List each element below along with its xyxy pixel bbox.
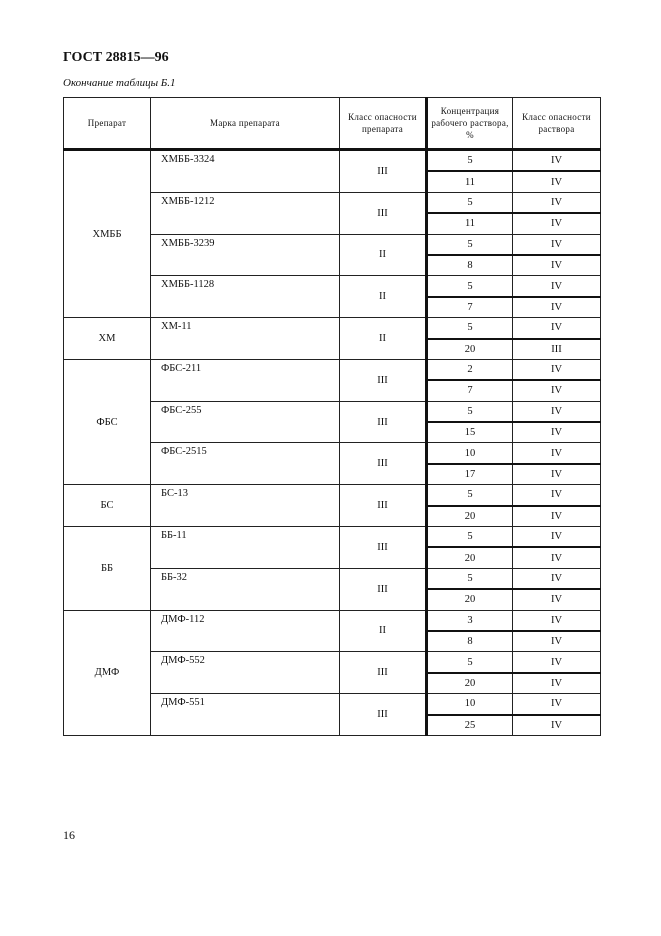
solution-hazard-class: IV — [513, 652, 601, 673]
product-name: ББ — [64, 527, 151, 611]
concentration: 20 — [427, 547, 513, 568]
product-hazard-class: II — [340, 276, 427, 318]
product-hazard-class: III — [340, 401, 427, 443]
solution-hazard-class: IV — [513, 485, 601, 506]
concentration: 5 — [427, 276, 513, 297]
product-hazard-class: III — [340, 652, 427, 694]
brand-name: ХМББ-3239 — [151, 234, 340, 276]
concentration: 10 — [427, 694, 513, 715]
solution-hazard-class: IV — [513, 213, 601, 234]
concentration: 11 — [427, 213, 513, 234]
column-header: Препарат — [64, 98, 151, 150]
solution-hazard-class: IV — [513, 318, 601, 339]
product-hazard-class: III — [340, 568, 427, 610]
brand-name: ХМББ-3324 — [151, 150, 340, 193]
product-hazard-class: II — [340, 318, 427, 360]
table-row — [64, 318, 601, 339]
page-number: 16 — [63, 828, 75, 842]
concentration: 5 — [427, 150, 513, 172]
solution-hazard-class: III — [513, 339, 601, 360]
solution-hazard-class: IV — [513, 380, 601, 401]
product-hazard-class: III — [340, 150, 427, 193]
solution-hazard-class: IV — [513, 547, 601, 568]
standard-header: ГОСТ 28815—96 — [63, 50, 169, 65]
concentration: 20 — [427, 589, 513, 610]
solution-hazard-class: IV — [513, 589, 601, 610]
table-row — [64, 150, 601, 172]
solution-hazard-class: IV — [513, 527, 601, 548]
table-header-row — [64, 98, 601, 150]
product-hazard-class: III — [340, 485, 427, 527]
product-name: ХМ — [64, 318, 151, 360]
concentration: 5 — [427, 318, 513, 339]
concentration: 7 — [427, 380, 513, 401]
product-hazard-class: III — [340, 443, 427, 485]
brand-name: ДМФ-551 — [151, 694, 340, 736]
column-header: Концентрация рабочего раствора, % — [427, 98, 513, 150]
product-name: БС — [64, 485, 151, 527]
brand-name: ФБС-211 — [151, 359, 340, 401]
concentration: 5 — [427, 568, 513, 589]
table-row — [64, 527, 601, 548]
table-row — [64, 359, 601, 380]
concentration: 5 — [427, 485, 513, 506]
concentration: 8 — [427, 255, 513, 276]
product-name: ХМББ — [64, 150, 151, 318]
solution-hazard-class: IV — [513, 234, 601, 255]
concentration: 20 — [427, 506, 513, 527]
concentration: 5 — [427, 192, 513, 213]
product-hazard-class: III — [340, 192, 427, 234]
concentration: 5 — [427, 652, 513, 673]
concentration: 2 — [427, 359, 513, 380]
table-row — [64, 610, 601, 631]
product-name: ДМФ — [64, 610, 151, 735]
solution-hazard-class: IV — [513, 715, 601, 736]
concentration: 20 — [427, 673, 513, 694]
solution-hazard-class: IV — [513, 610, 601, 631]
solution-hazard-class: IV — [513, 401, 601, 422]
solution-hazard-class: IV — [513, 297, 601, 318]
solution-hazard-class: IV — [513, 422, 601, 443]
solution-hazard-class: IV — [513, 255, 601, 276]
concentration: 15 — [427, 422, 513, 443]
table-caption: Окончание таблицы Б.1 — [63, 77, 176, 89]
solution-hazard-class: IV — [513, 276, 601, 297]
brand-name: ДМФ-112 — [151, 610, 340, 652]
brand-name: ББ-32 — [151, 568, 340, 610]
concentration: 5 — [427, 401, 513, 422]
solution-hazard-class: IV — [513, 694, 601, 715]
brand-name: БС-13 — [151, 485, 340, 527]
concentration: 8 — [427, 631, 513, 652]
product-hazard-class: III — [340, 359, 427, 401]
solution-hazard-class: IV — [513, 568, 601, 589]
product-hazard-class: III — [340, 527, 427, 569]
solution-hazard-class: IV — [513, 443, 601, 464]
brand-name: ФБС-255 — [151, 401, 340, 443]
brand-name: ББ-11 — [151, 527, 340, 569]
solution-hazard-class: IV — [513, 359, 601, 380]
hazard-class-table — [63, 97, 601, 736]
column-header: Марка препарата — [151, 98, 340, 150]
solution-hazard-class: IV — [513, 464, 601, 485]
column-header: Класс опасности препарата — [340, 98, 427, 150]
product-hazard-class: III — [340, 694, 427, 736]
solution-hazard-class: IV — [513, 631, 601, 652]
concentration: 5 — [427, 527, 513, 548]
solution-hazard-class: IV — [513, 506, 601, 527]
brand-name: ХМ-11 — [151, 318, 340, 360]
concentration: 25 — [427, 715, 513, 736]
product-hazard-class: II — [340, 234, 427, 276]
concentration: 5 — [427, 234, 513, 255]
column-header: Класс опасности раствора — [513, 98, 601, 150]
product-name: ФБС — [64, 359, 151, 484]
solution-hazard-class: IV — [513, 171, 601, 192]
concentration: 17 — [427, 464, 513, 485]
concentration: 3 — [427, 610, 513, 631]
solution-hazard-class: IV — [513, 150, 601, 172]
brand-name: ХМББ-1128 — [151, 276, 340, 318]
solution-hazard-class: IV — [513, 192, 601, 213]
product-hazard-class: II — [340, 610, 427, 652]
concentration: 10 — [427, 443, 513, 464]
brand-name: ХМББ-1212 — [151, 192, 340, 234]
concentration: 20 — [427, 339, 513, 360]
concentration: 11 — [427, 171, 513, 192]
table-row — [64, 485, 601, 506]
brand-name: ФБС-2515 — [151, 443, 340, 485]
concentration: 7 — [427, 297, 513, 318]
solution-hazard-class: IV — [513, 673, 601, 694]
brand-name: ДМФ-552 — [151, 652, 340, 694]
